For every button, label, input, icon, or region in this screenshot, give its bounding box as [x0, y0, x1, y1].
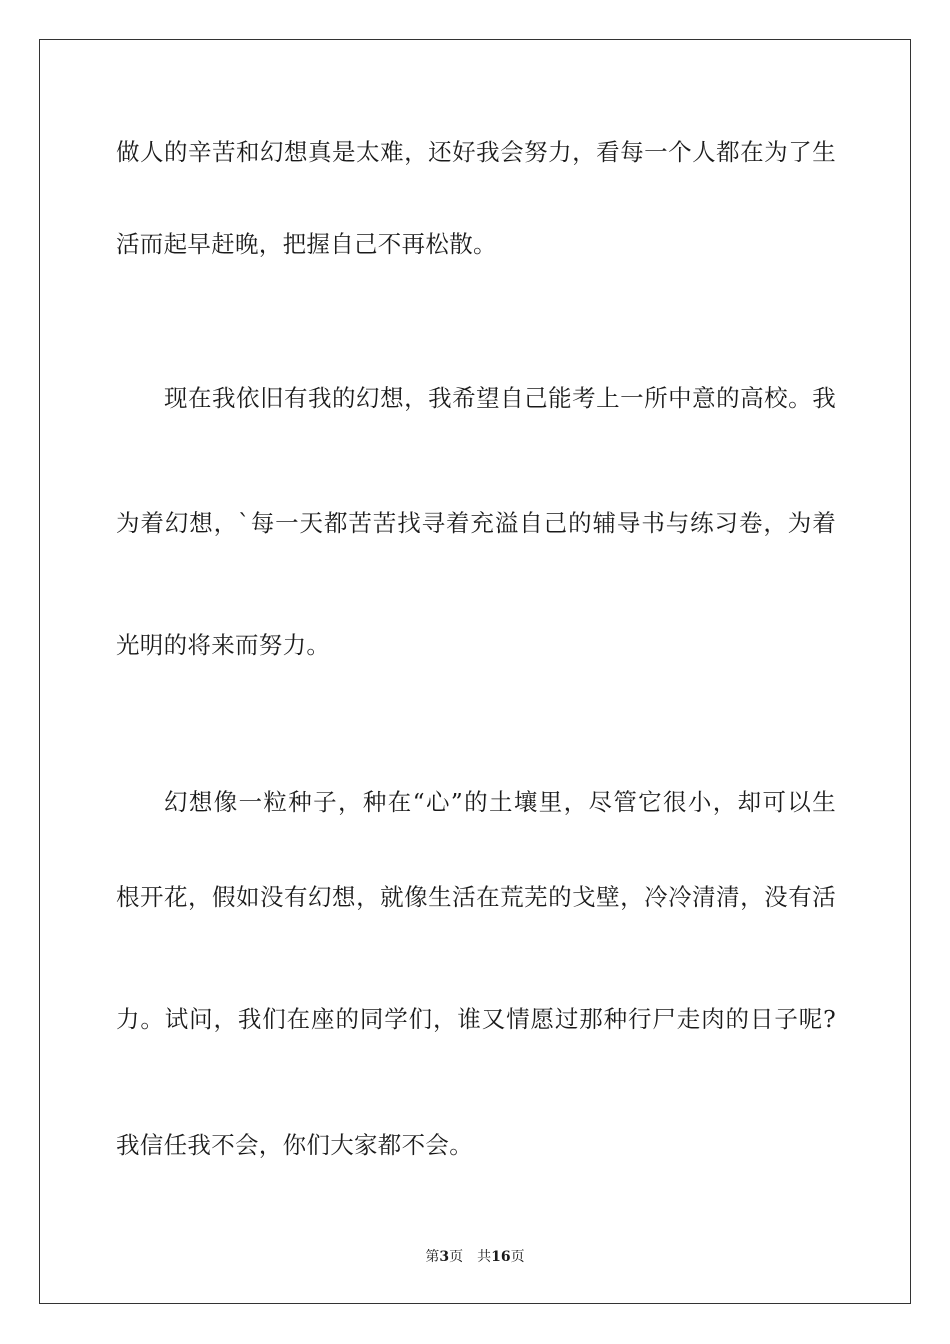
total-suffix: 页 [510, 1249, 525, 1265]
total-pages: 16 [491, 1249, 511, 1265]
text-line-7: 根开花，假如没有幻想，就像生活在荒芜的戈壁，冷冷清清，没有活 [116, 883, 836, 911]
text-line-8: 力。试问，我们在座的同学们，谁又情愿过那种行尸走肉的日子呢? [116, 1005, 836, 1033]
text-line-2: 活而起早赶晚，把握自己不再松散。 [116, 230, 497, 258]
page-suffix: 页 [449, 1249, 464, 1265]
page-number: 3 [439, 1249, 450, 1265]
page-prefix: 第 [425, 1249, 440, 1265]
total-prefix: 共 [477, 1249, 492, 1265]
page-footer [0, 1248, 950, 1266]
text-line-4: 为着幻想，`每一天都苦苦找寻着充溢自己的辅导书与练习卷，为着 [116, 509, 836, 537]
text-line-1: 做人的辛苦和幻想真是太难，还好我会努力，看每一个人都在为了生 [116, 138, 836, 166]
text-line-6: 幻想像一粒种子，种在“心”的土壤里，尽管它很小，却可以生 [164, 788, 836, 816]
text-line-9: 我信任我不会，你们大家都不会。 [116, 1131, 473, 1159]
text-line-3: 现在我依旧有我的幻想，我希望自己能考上一所中意的高校。我 [164, 384, 836, 412]
text-line-5: 光明的将来而努力。 [116, 631, 331, 659]
